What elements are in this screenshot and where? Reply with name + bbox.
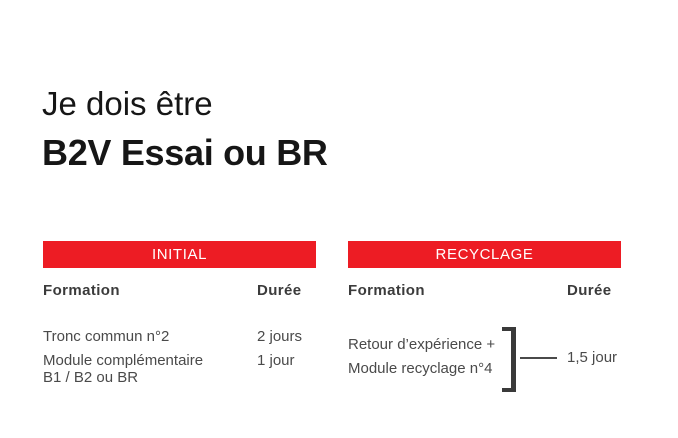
- initial-row-formation-line1: Module complémentaire: [43, 352, 204, 369]
- recyclage-column-header-formation: Formation: [348, 282, 425, 299]
- initial-row-duree: 1 jour: [257, 352, 295, 369]
- recyclage-row-formation-line2: Module recyclage n°4: [348, 360, 493, 377]
- page-title-line2: B2V Essai ou BR: [42, 132, 328, 173]
- initial-row-duree: 2 jours: [257, 328, 303, 345]
- grouping-bracket: [502, 327, 516, 392]
- recyclage-row-duree: 1,5 jour: [567, 349, 618, 366]
- recyclage-banner: RECYCLAGE: [348, 241, 621, 268]
- initial-row-formation-line2: B1 / B2 ou BR: [43, 369, 139, 386]
- initial-row-formation: [43, 352, 203, 386]
- initial-row-formation: Tronc commun n°2: [43, 328, 170, 345]
- bracket-connector-line: [520, 357, 557, 359]
- page-title-line1: Je dois être: [42, 85, 213, 122]
- recyclage-row-formation-line1: Retour d’expérience +: [348, 336, 496, 353]
- initial-table: [43, 241, 316, 411]
- recyclage-column-header-duree: Durée: [567, 282, 612, 299]
- recyclage-table: [348, 241, 648, 411]
- initial-banner: INITIAL: [43, 241, 316, 268]
- initial-column-header-formation: Formation: [43, 282, 120, 299]
- initial-column-header-duree: Durée: [257, 282, 302, 299]
